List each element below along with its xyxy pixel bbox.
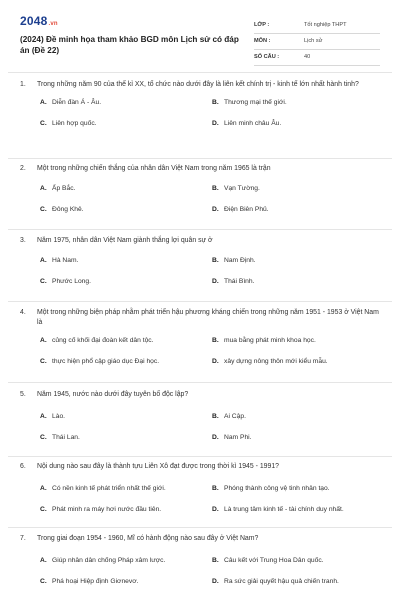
option-label: C.: [40, 206, 47, 213]
option-text: Vạn Tường.: [224, 185, 260, 192]
question-text: Một trong những biện pháp nhằm phát triển hậu phương kháng chiến trong những năm 1951 - 1953 ở Việt Nam là: [37, 309, 379, 326]
option-text: Ấp Bắc.: [52, 185, 76, 192]
option-text: Hà Nam.: [52, 257, 79, 264]
answer-options: [20, 556, 380, 594]
option-text: Lào.: [52, 413, 66, 420]
option-text: Câu kết với Trung Hoa Dân quốc.: [224, 557, 324, 564]
question-stem: [20, 164, 380, 174]
option-label: B.: [212, 413, 219, 420]
meta-value: Tốt nghiệp THPT: [304, 22, 347, 28]
option-label: D.: [212, 434, 219, 441]
divider: [8, 72, 392, 73]
question-text: Trong những năm 90 của thế kỉ XX, tổ chức nào dưới đây là liên kết chính trị - kinh tế lớn nhất hành tinh?: [37, 81, 359, 88]
answer-options: [20, 98, 380, 142]
divider: [8, 382, 392, 383]
question-4: [20, 308, 380, 380]
option-label: D.: [212, 358, 219, 365]
meta-key: LỚP :: [254, 22, 270, 28]
question-stem: [20, 80, 380, 90]
question-number: 1.: [20, 81, 26, 88]
divider: [8, 158, 392, 159]
option-label: B.: [212, 185, 219, 192]
question-number: 7.: [20, 535, 26, 542]
option-text: Phá hoại Hiệp định Giơnevơ.: [52, 578, 139, 585]
option-label: B.: [212, 257, 219, 264]
question-stem: [20, 390, 380, 400]
meta-value: Lịch sử: [304, 38, 323, 44]
option-label: D.: [212, 206, 219, 213]
option-text: Giúp nhân dân chống Pháp xâm lược.: [52, 557, 166, 564]
question-1: [20, 80, 380, 142]
question-3: [20, 236, 380, 300]
option-text: Ra sức giải quyết hậu quả chiến tranh.: [224, 578, 339, 585]
question-number: 4.: [20, 309, 26, 316]
question-stem: [20, 308, 380, 328]
option-text: Thương mại thế giới.: [224, 99, 287, 106]
meta-row-class: [254, 18, 380, 34]
question-5: [20, 390, 380, 456]
option-label: B.: [212, 99, 219, 106]
option-label: C.: [40, 434, 47, 441]
option-text: Đông Khê.: [52, 206, 84, 213]
option-label: C.: [40, 278, 47, 285]
question-text: Trong giai đoạn 1954 - 1960, Mĩ có hành động nào sau đây ở Việt Nam?: [37, 535, 259, 542]
answer-options: [20, 412, 380, 456]
divider: [8, 301, 392, 302]
divider: [8, 229, 392, 230]
option-label: C.: [40, 120, 47, 127]
option-text: Nam Định.: [224, 257, 256, 264]
option-text: Thái Bình.: [224, 278, 255, 285]
option-label: C.: [40, 506, 47, 513]
question-number: 3.: [20, 237, 26, 244]
question-stem: [20, 236, 380, 246]
option-label: C.: [40, 358, 47, 365]
divider: [8, 527, 392, 528]
option-label: A.: [40, 557, 47, 564]
option-text: thực hiện phổ cập giáo dục Đại học.: [52, 358, 160, 365]
meta-key: MÔN :: [254, 38, 271, 44]
option-text: Ai Cập.: [224, 413, 246, 420]
answer-options: [20, 336, 380, 380]
question-text: Một trong những chiến thắng của nhân dân Việt Nam trong năm 1965 là trận: [37, 165, 271, 172]
question-stem: [20, 534, 380, 544]
question-6: [20, 462, 380, 528]
exam-title: (2024) Đề minh họa tham khảo BGD môn Lịch sử có đáp án (Đề 22): [20, 35, 239, 55]
option-text: Có nền kinh tế phát triển nhất thế giới.: [52, 485, 166, 492]
option-label: A.: [40, 257, 47, 264]
option-label: A.: [40, 185, 47, 192]
option-label: B.: [212, 485, 219, 492]
question-text: Nội dung nào sau đây là thành tựu Liên Xô đạt được trong thời kì 1945 - 1991?: [37, 463, 279, 470]
option-label: A.: [40, 337, 47, 344]
option-text: Phước Long.: [52, 278, 91, 285]
option-text: Điện Biên Phủ.: [224, 206, 269, 213]
question-number: 2.: [20, 165, 26, 172]
option-text: mua bằng phát minh khoa học.: [224, 337, 316, 344]
document-header: [20, 10, 380, 66]
option-text: xây dựng nông thôn mới kiểu mẫu.: [224, 358, 328, 365]
exam-meta: [254, 18, 380, 66]
option-label: A.: [40, 413, 47, 420]
meta-value: 40: [304, 54, 311, 60]
option-label: D.: [212, 120, 219, 127]
option-text: Diễn đàn Á - Âu.: [52, 99, 102, 106]
option-text: Là trung tâm kinh tế - tài chính duy nhất.: [224, 506, 344, 513]
option-label: C.: [40, 578, 47, 585]
question-2: [20, 164, 380, 228]
question-text: Năm 1945, nước nào dưới đây tuyên bố độc lập?: [37, 391, 189, 398]
option-text: Nam Phi.: [224, 434, 252, 441]
option-label: A.: [40, 485, 47, 492]
question-stem: [20, 462, 380, 472]
answer-options: [20, 256, 380, 300]
question-number: 6.: [20, 463, 26, 470]
meta-row-subject: [254, 34, 380, 50]
option-text: Phát minh ra máy hơi nước đầu tiên.: [52, 506, 162, 513]
option-label: B.: [212, 337, 219, 344]
meta-row-count: [254, 50, 380, 66]
option-label: D.: [212, 506, 219, 513]
option-label: B.: [212, 557, 219, 564]
question-7: [20, 534, 380, 594]
option-text: Phóng thành công vệ tinh nhân tạo.: [224, 485, 330, 492]
option-text: củng cố khối đại đoàn kết dân tộc.: [52, 337, 154, 344]
meta-key: SỐ CÂU :: [254, 54, 280, 60]
logo-main: 2048: [20, 14, 48, 28]
divider: [8, 456, 392, 457]
option-text: Liên hợp quốc.: [52, 120, 97, 127]
option-label: D.: [212, 278, 219, 285]
option-label: A.: [40, 99, 47, 106]
answer-options: [20, 484, 380, 528]
question-text: Năm 1975, nhân dân Việt Nam giành thắng lợi quân sự ở: [37, 237, 213, 244]
option-text: Thái Lan.: [52, 434, 80, 441]
site-logo[interactable]: [20, 14, 58, 28]
question-number: 5.: [20, 391, 26, 398]
logo-suffix: .vn: [48, 21, 58, 27]
option-text: Liên minh châu Âu.: [224, 120, 282, 127]
option-label: D.: [212, 578, 219, 585]
answer-options: [20, 184, 380, 228]
